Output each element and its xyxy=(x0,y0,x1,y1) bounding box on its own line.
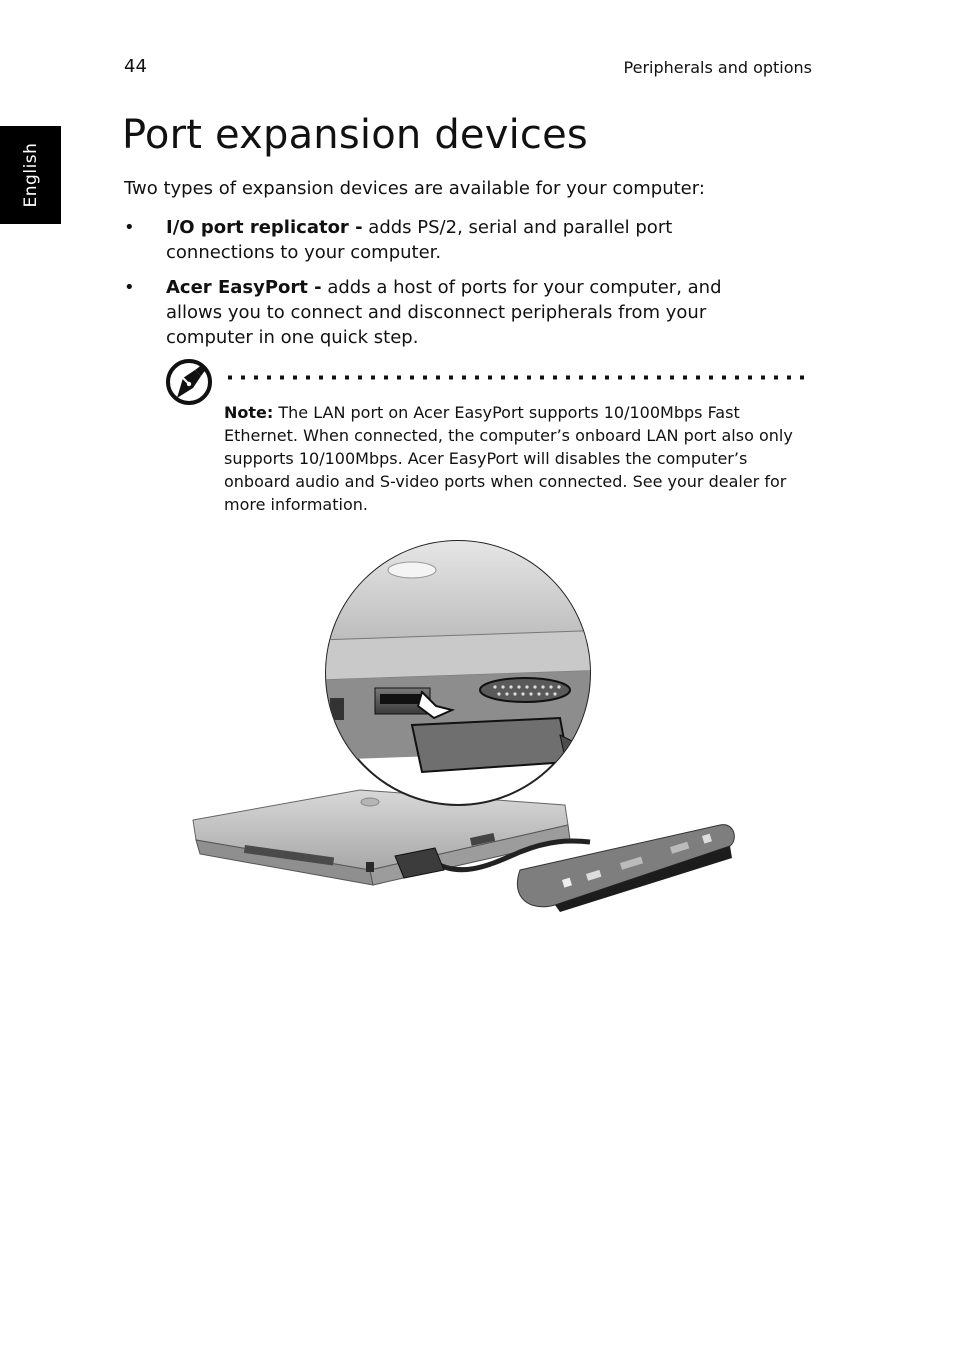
intro-paragraph: Two types of expansion devices are available for your computer: xyxy=(124,178,705,199)
bullet-term: Acer EasyPort - xyxy=(166,277,322,298)
running-header: Peripherals and options xyxy=(623,58,812,77)
bullet-term: I/O port replicator - xyxy=(166,217,363,238)
bullet-description: adds PS/2, serial and parallel port connections to your computer. xyxy=(166,217,673,263)
note-body: The LAN port on Acer EasyPort supports 10/100Mbps Fast Ethernet. When connected, the computer’s onboard LAN port also only supports 10/100Mbps. Acer EasyPort will disables the computer’s onboard audio and S-video ports when connected. See your dealer for more information. xyxy=(224,403,793,514)
bullet-text xyxy=(166,215,766,265)
note-label: Note: xyxy=(224,403,274,422)
note-pen-icon xyxy=(165,358,213,406)
bullet-text xyxy=(166,275,766,350)
page-title: Port expansion devices xyxy=(122,112,588,158)
note-text xyxy=(224,401,804,516)
laptop xyxy=(193,790,570,885)
language-tab-label: English xyxy=(20,142,41,208)
bullet-marker: • xyxy=(124,277,135,298)
bullet-description: adds a host of ports for your computer, and allows you to connect and disconnect peripherals from your computer in one quick step. xyxy=(166,277,722,348)
port-closeup xyxy=(320,540,630,805)
note-dotted-rule xyxy=(226,375,810,380)
bullet-marker: • xyxy=(124,217,135,238)
language-tab xyxy=(0,126,61,224)
laptop-easyport-illustration xyxy=(190,540,740,915)
page-number: 44 xyxy=(124,56,147,77)
